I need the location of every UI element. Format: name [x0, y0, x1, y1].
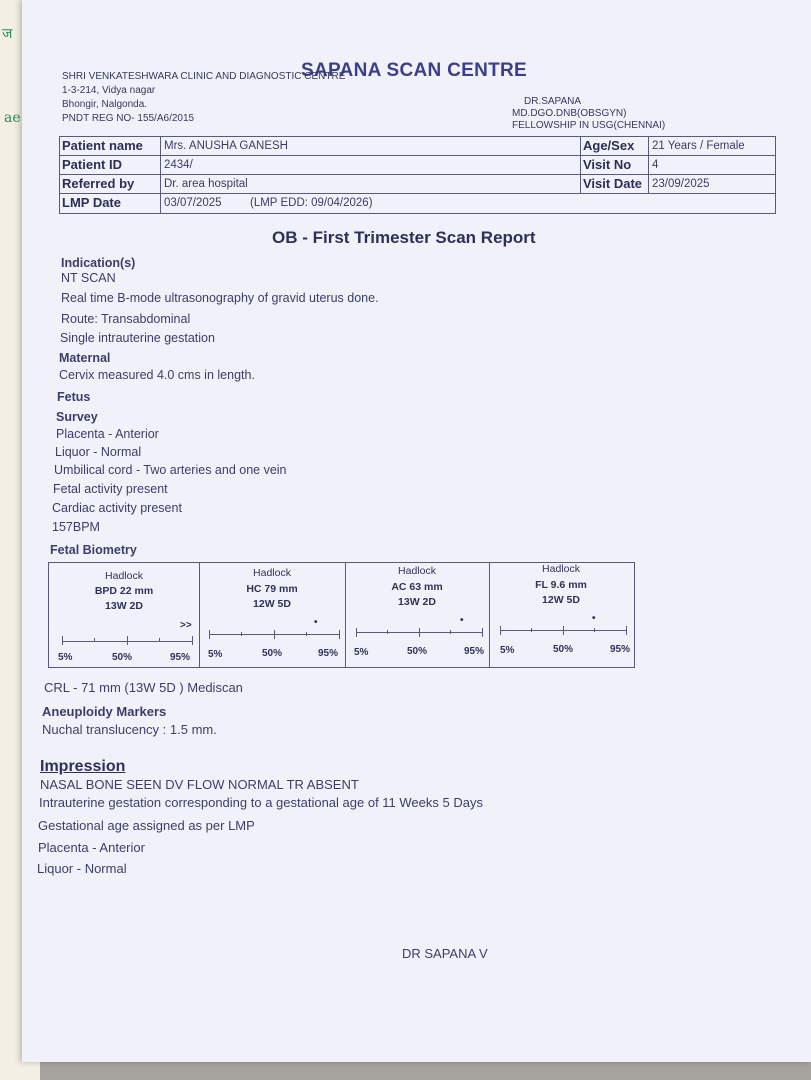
percentile-50-label: 50%: [112, 652, 133, 663]
doctor-fellowship: FELLOWSHIP IN USG(CHENNAI): [512, 120, 666, 131]
biometry-measure: HC 79 mm: [246, 583, 298, 595]
survey-heading: Survey: [56, 410, 98, 424]
biometry-ga: 12W 5D: [542, 594, 580, 606]
fetal-activity-line: Fetal activity present: [53, 482, 168, 496]
biometry-measure: AC 63 mm: [391, 581, 443, 593]
biometry-measure: BPD 22 mm: [94, 585, 154, 597]
percentile-50-label: 50%: [262, 648, 283, 659]
cervix-line: Cervix measured 4.0 cms in length.: [59, 368, 255, 382]
maternal-heading: Maternal: [59, 351, 111, 365]
placenta-line: Placenta - Anterior: [56, 427, 159, 441]
lmp-edd: (LMP EDD: 09/04/2026): [250, 197, 373, 209]
cardiac-activity-line: Cardiac activity present: [52, 501, 182, 515]
background-scribble: ae: [4, 110, 21, 126]
impression-line: Intrauterine gestation corresponding to a gestational age of 11 Weeks 5 Days: [39, 795, 483, 810]
biometry-marker: •: [592, 613, 596, 624]
doctor-qualification: MD.DGO.DNB(OBSGYN): [512, 108, 627, 119]
age-sex-label: Age/Sex: [583, 138, 635, 153]
visit-date-label: Visit Date: [583, 176, 643, 191]
doctor-signature-name: DR SAPANA V: [402, 946, 488, 961]
biometry-ga: 12W 5D: [253, 598, 291, 610]
centre-name: SAPANA SCAN CENTRE: [301, 60, 528, 81]
biometry-method: Hadlock: [542, 563, 580, 575]
indication-value: NT SCAN: [61, 271, 116, 285]
visit-no-label: Visit No: [583, 157, 632, 172]
biometry-ga: 13W 2D: [105, 600, 143, 612]
patient-name-value: Mrs. ANUSHA GANESH: [164, 140, 288, 152]
percentile-95-label: 95%: [464, 646, 485, 657]
impression-line: Liquor - Normal: [37, 861, 127, 876]
report-paper: [22, 0, 811, 1062]
percentile-5-label: 5%: [354, 647, 369, 658]
patient-id-label: Patient ID: [62, 157, 122, 172]
visit-no-value: 4: [652, 159, 659, 171]
biometry-marker: •: [460, 615, 464, 626]
impression-line: NASAL BONE SEEN DV FLOW NORMAL TR ABSENT: [40, 777, 359, 792]
impression-line: Placenta - Anterior: [38, 840, 145, 855]
age-sex-value: 21 Years / Female: [652, 140, 745, 152]
percentile-95-label: 95%: [170, 652, 191, 663]
bmode-line: Real time B-mode ultrasonography of gravid uterus done.: [61, 291, 379, 305]
biometry-ga: 13W 2D: [398, 596, 436, 608]
referred-by-value: Dr. area hospital: [164, 178, 248, 190]
lmp-date-value: 03/07/2025: [164, 197, 222, 209]
biometry-method: Hadlock: [398, 565, 436, 577]
address-line2: Bhongir, Nalgonda.: [62, 99, 148, 110]
doctor-name: DR.SAPANA: [524, 96, 582, 107]
biometry-marker: >>: [180, 620, 192, 631]
nuchal-line: Nuchal translucency : 1.5 mm.: [42, 722, 217, 737]
aneuploidy-heading: Aneuploidy Markers: [42, 704, 167, 719]
biometry-marker: •: [314, 617, 318, 628]
visit-date-value: 23/09/2025: [652, 178, 710, 190]
liquor-line: Liquor - Normal: [55, 445, 142, 459]
fetus-heading: Fetus: [57, 390, 91, 404]
biometry-method: Hadlock: [105, 570, 143, 582]
percentile-95-label: 95%: [610, 644, 631, 655]
referred-by-label: Referred by: [62, 176, 135, 191]
percentile-50-label: 50%: [553, 644, 574, 655]
route-line: Route: Transabdominal: [61, 312, 191, 326]
address-line1: 1-3-214, Vidya nagar: [62, 85, 156, 96]
biometry-method: Hadlock: [253, 567, 291, 579]
impression-heading: Impression: [40, 758, 126, 775]
pndt-reg: PNDT REG NO- 155/A6/2015: [62, 113, 195, 124]
impression-line: Gestational age assigned as per LMP: [38, 818, 255, 833]
lmp-date-label: LMP Date: [62, 195, 121, 210]
crl-line: CRL - 71 mm (13W 5D ) Mediscan: [44, 680, 243, 695]
clinic-name: SHRI VENKATESHWARA CLINIC AND DIAGNOSTIC CENTRE: [62, 71, 346, 82]
gestation-line: Single intrauterine gestation: [60, 331, 215, 345]
background-scribble: ज: [2, 26, 13, 42]
biometry-heading: Fetal Biometry: [50, 543, 137, 557]
percentile-50-label: 50%: [407, 646, 428, 657]
percentile-5-label: 5%: [500, 645, 515, 656]
umbilical-cord-line: Umbilical cord - Two arteries and one vein: [54, 463, 287, 477]
percentile-5-label: 5%: [58, 652, 73, 663]
report-title: OB - First Trimester Scan Report: [272, 228, 536, 247]
patient-id-value: 2434/: [164, 159, 193, 171]
heart-rate-line: 157BPM: [52, 520, 100, 534]
indication-heading: Indication(s): [61, 256, 136, 270]
patient-name-label: Patient name: [62, 138, 143, 153]
biometry-measure: FL 9.6 mm: [535, 579, 587, 591]
percentile-5-label: 5%: [208, 649, 223, 660]
percentile-95-label: 95%: [318, 648, 339, 659]
